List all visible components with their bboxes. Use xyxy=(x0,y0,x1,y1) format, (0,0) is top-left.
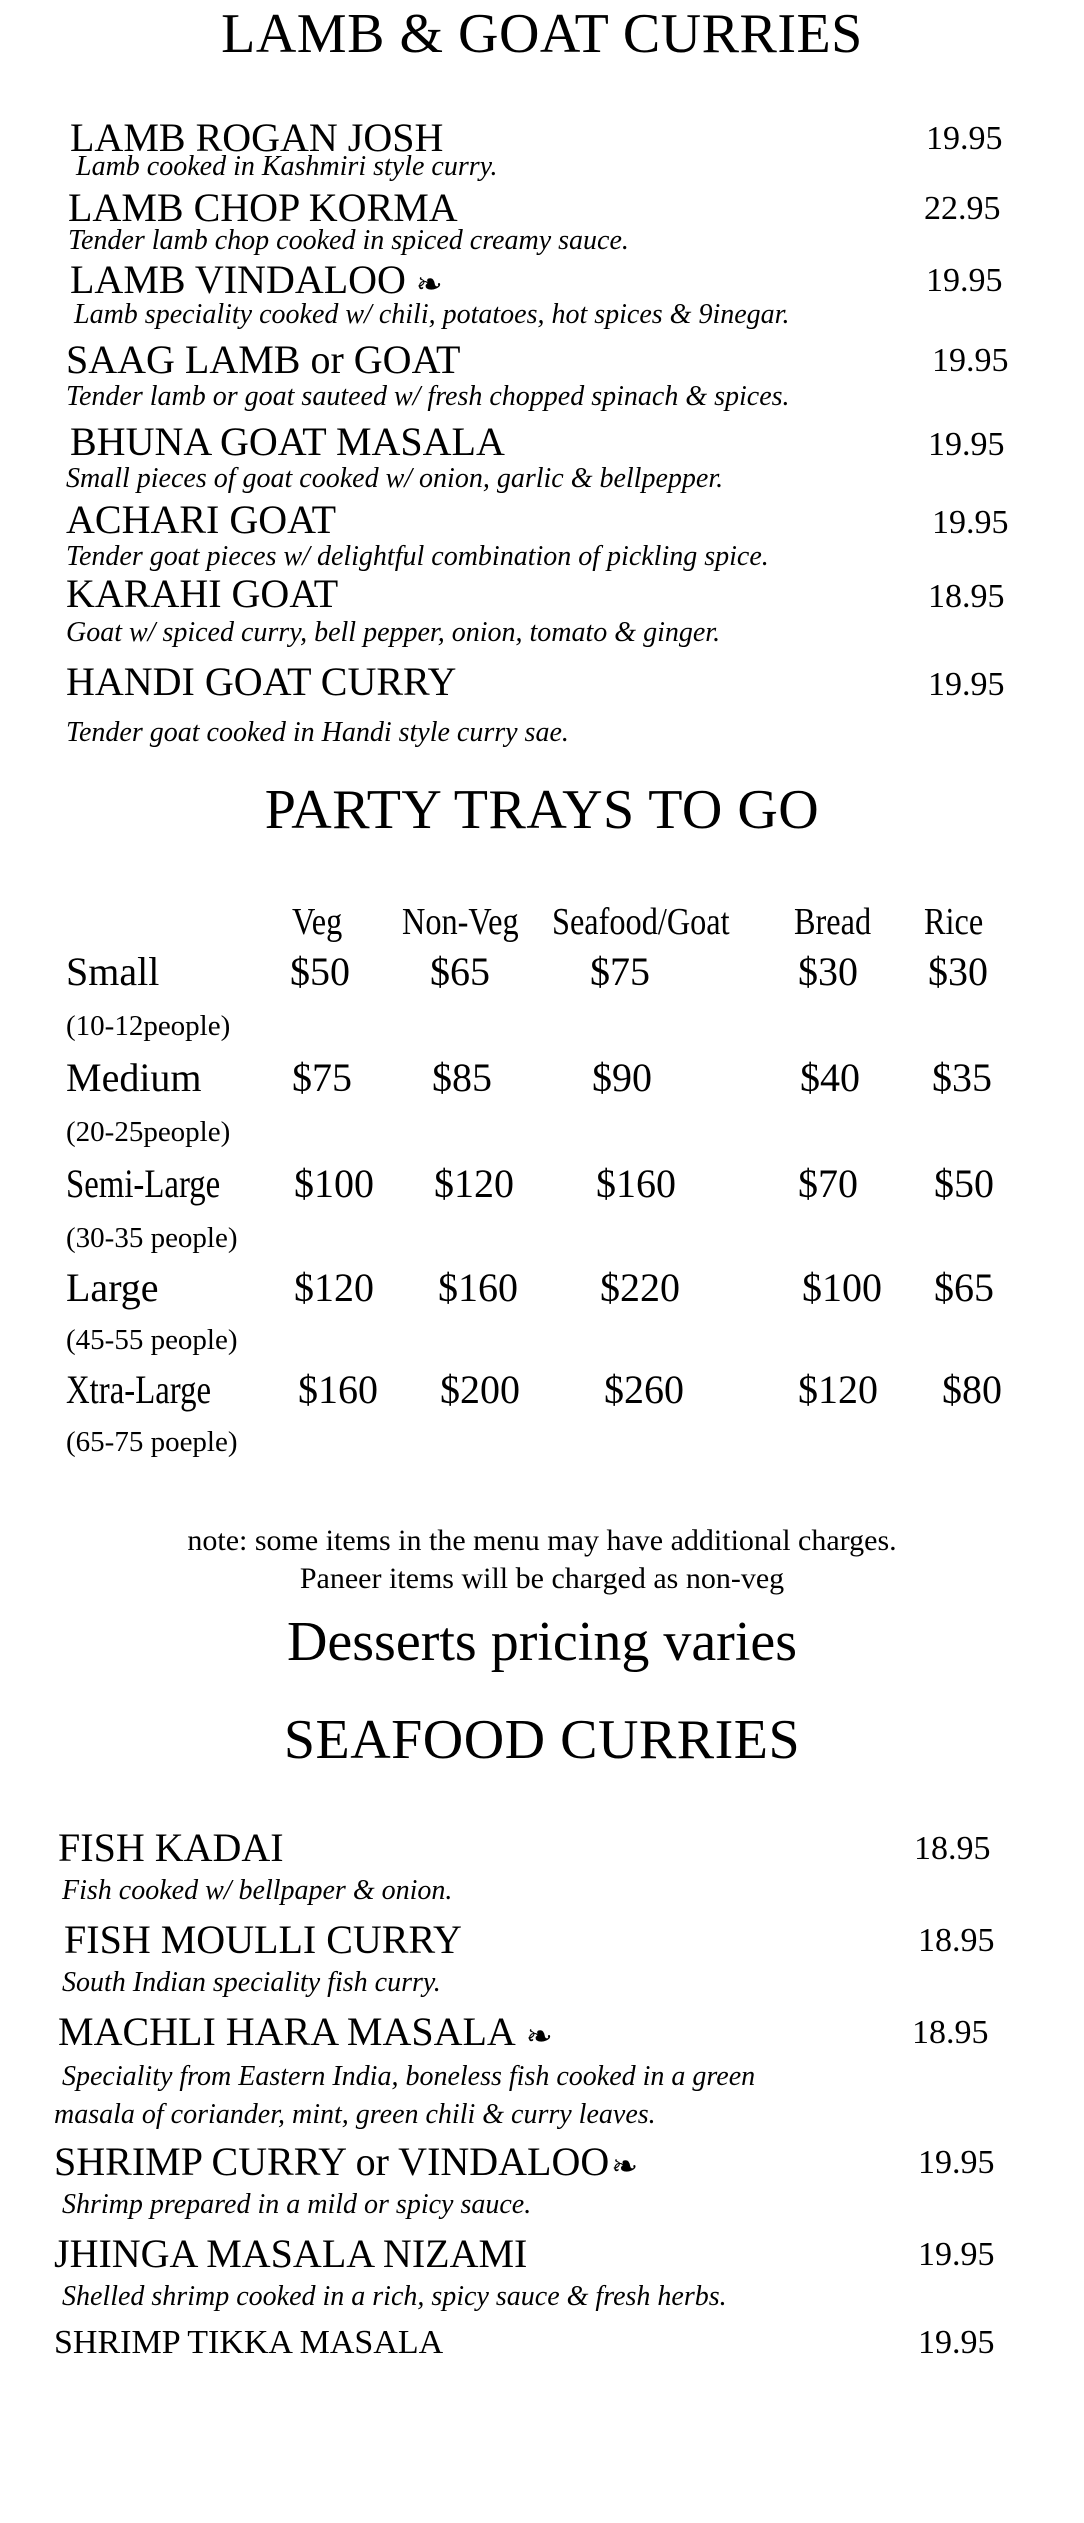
column-header: Rice xyxy=(924,901,984,943)
tray-price: $160 xyxy=(438,1265,518,1310)
tray-people: (30-35 people) xyxy=(66,1222,238,1254)
column-header: Seafood/Goat xyxy=(552,901,730,943)
item-price: 18.95 xyxy=(918,1922,995,1959)
tray-people: (65-75 poeple) xyxy=(66,1426,238,1458)
tray-price: $75 xyxy=(292,1055,352,1100)
item-description: Tender goat pieces w/ delightful combination of pickling spice. xyxy=(66,541,769,572)
tray-price: $90 xyxy=(592,1055,652,1100)
tray-size: Xtra-Large xyxy=(66,1367,212,1412)
item-name: FISH KADAI xyxy=(58,1825,284,1870)
tray-price: $160 xyxy=(596,1161,676,1206)
item-name: SAAG LAMB or GOAT xyxy=(66,337,461,382)
tray-price: $220 xyxy=(600,1265,680,1310)
tray-price: $30 xyxy=(928,949,988,994)
item-description: Lamb cooked in Kashmiri style curry. xyxy=(76,151,498,182)
item-price: 19.95 xyxy=(932,342,1009,379)
item-name: BHUNA GOAT MASALA xyxy=(70,419,505,464)
item-name: HANDI GOAT CURRY xyxy=(66,659,457,704)
item-description: Small pieces of goat cooked w/ onion, garlic & bellpepper. xyxy=(66,463,724,494)
tray-price: $50 xyxy=(290,949,350,994)
item-price: 19.95 xyxy=(926,262,1003,299)
item-name: KARAHI GOAT xyxy=(66,571,339,616)
item-price: 18.95 xyxy=(928,578,1005,615)
desserts-note: Desserts pricing varies xyxy=(286,1611,798,1673)
note-line: note: some items in the menu may have additional charges. xyxy=(187,1524,897,1557)
item-price: 19.95 xyxy=(926,120,1003,157)
item-name: JHINGA MASALA NIZAMI xyxy=(54,2231,528,2276)
item-description: Shelled shrimp cooked in a rich, spicy sauce & fresh herbs. xyxy=(62,2281,727,2312)
tray-price: $100 xyxy=(294,1161,374,1206)
item-description-cont: masala of coriander, mint, green chili & curry leaves. xyxy=(54,2099,656,2130)
item-name: SHRIMP CURRY or VINDALOO xyxy=(54,2139,610,2184)
tray-price: $120 xyxy=(434,1161,514,1206)
chili-pepper-icon: ❧ xyxy=(415,265,443,302)
item-name: MACHLI HARA MASALA xyxy=(58,2009,516,2054)
item-name: SHRIMP TIKKA MASALA xyxy=(54,2324,444,2361)
tray-price: $100 xyxy=(802,1265,882,1310)
tray-size: Large xyxy=(66,1265,159,1310)
tray-people: (45-55 people) xyxy=(66,1324,238,1356)
chili-pepper-icon: ❧ xyxy=(611,2147,639,2184)
item-description: Lamb speciality cooked w/ chili, potatoes, hot spices & 9inegar. xyxy=(74,299,790,330)
item-price: 22.95 xyxy=(924,190,1001,227)
tray-price: $40 xyxy=(800,1055,860,1100)
item-price: 18.95 xyxy=(914,1830,991,1867)
item-description: Tender goat cooked in Handi style curry sae. xyxy=(66,717,569,748)
chili-pepper-icon: ❧ xyxy=(525,2017,553,2054)
item-name-row xyxy=(54,2139,639,2184)
item-description: Tender lamb chop cooked in spiced creamy sauce. xyxy=(68,225,629,256)
tray-size: Medium xyxy=(66,1055,202,1100)
tray-price: $65 xyxy=(430,949,490,994)
lamb-goat-title: LAMB & GOAT CURRIES xyxy=(221,3,863,65)
item-name: LAMB VINDALOO xyxy=(70,257,406,302)
tray-price: $200 xyxy=(440,1367,520,1412)
tray-price: $85 xyxy=(432,1055,492,1100)
tray-size: Semi-Large xyxy=(66,1161,221,1206)
item-description: South Indian speciality fish curry. xyxy=(62,1967,441,1998)
item-price: 19.95 xyxy=(918,2236,995,2273)
item-name-row xyxy=(58,2009,553,2054)
tray-price: $70 xyxy=(798,1161,858,1206)
tray-people: (20-25people) xyxy=(66,1116,231,1148)
party-trays-title: PARTY TRAYS TO GO xyxy=(264,779,820,841)
item-price: 19.95 xyxy=(918,2324,995,2361)
item-name: FISH MOULLI CURRY xyxy=(64,1917,462,1962)
tray-price: $50 xyxy=(934,1161,994,1206)
item-description: Fish cooked w/ bellpaper & onion. xyxy=(62,1875,453,1906)
note-line: Paneer items will be charged as non-veg xyxy=(299,1562,785,1595)
tray-size: Small xyxy=(66,949,160,994)
item-name: LAMB CHOP KORMA xyxy=(68,185,458,230)
tray-price: $30 xyxy=(798,949,858,994)
column-header: Bread xyxy=(794,901,872,943)
item-description: Speciality from Eastern India, boneless fish cooked in a green xyxy=(62,2061,756,2092)
item-name: LAMB ROGAN JOSH xyxy=(70,115,444,160)
item-price: 19.95 xyxy=(928,426,1005,463)
item-price: 18.95 xyxy=(912,2014,989,2051)
tray-price: $160 xyxy=(298,1367,378,1412)
seafood-title: SEAFOOD CURRIES xyxy=(283,1709,801,1771)
item-price: 19.95 xyxy=(918,2144,995,2181)
item-price: 19.95 xyxy=(932,504,1009,541)
tray-price: $80 xyxy=(942,1367,1002,1412)
tray-price: $65 xyxy=(934,1265,994,1310)
tray-price: $260 xyxy=(604,1367,684,1412)
tray-price: $120 xyxy=(798,1367,878,1412)
tray-price: $120 xyxy=(294,1265,374,1310)
item-name-row xyxy=(70,257,443,302)
tray-price: $75 xyxy=(590,949,650,994)
item-name: ACHARI GOAT xyxy=(66,497,336,542)
tray-price: $35 xyxy=(932,1055,992,1100)
item-price: 19.95 xyxy=(928,666,1005,703)
item-description: Shrimp prepared in a mild or spicy sauce. xyxy=(62,2189,532,2220)
column-header: Veg xyxy=(292,901,343,943)
column-header: Non-Veg xyxy=(402,901,519,943)
item-description: Tender lamb or goat sauteed w/ fresh chopped spinach & spices. xyxy=(66,381,790,412)
tray-people: (10-12people) xyxy=(66,1010,231,1042)
item-description: Goat w/ spiced curry, bell pepper, onion, tomato & ginger. xyxy=(66,617,721,648)
